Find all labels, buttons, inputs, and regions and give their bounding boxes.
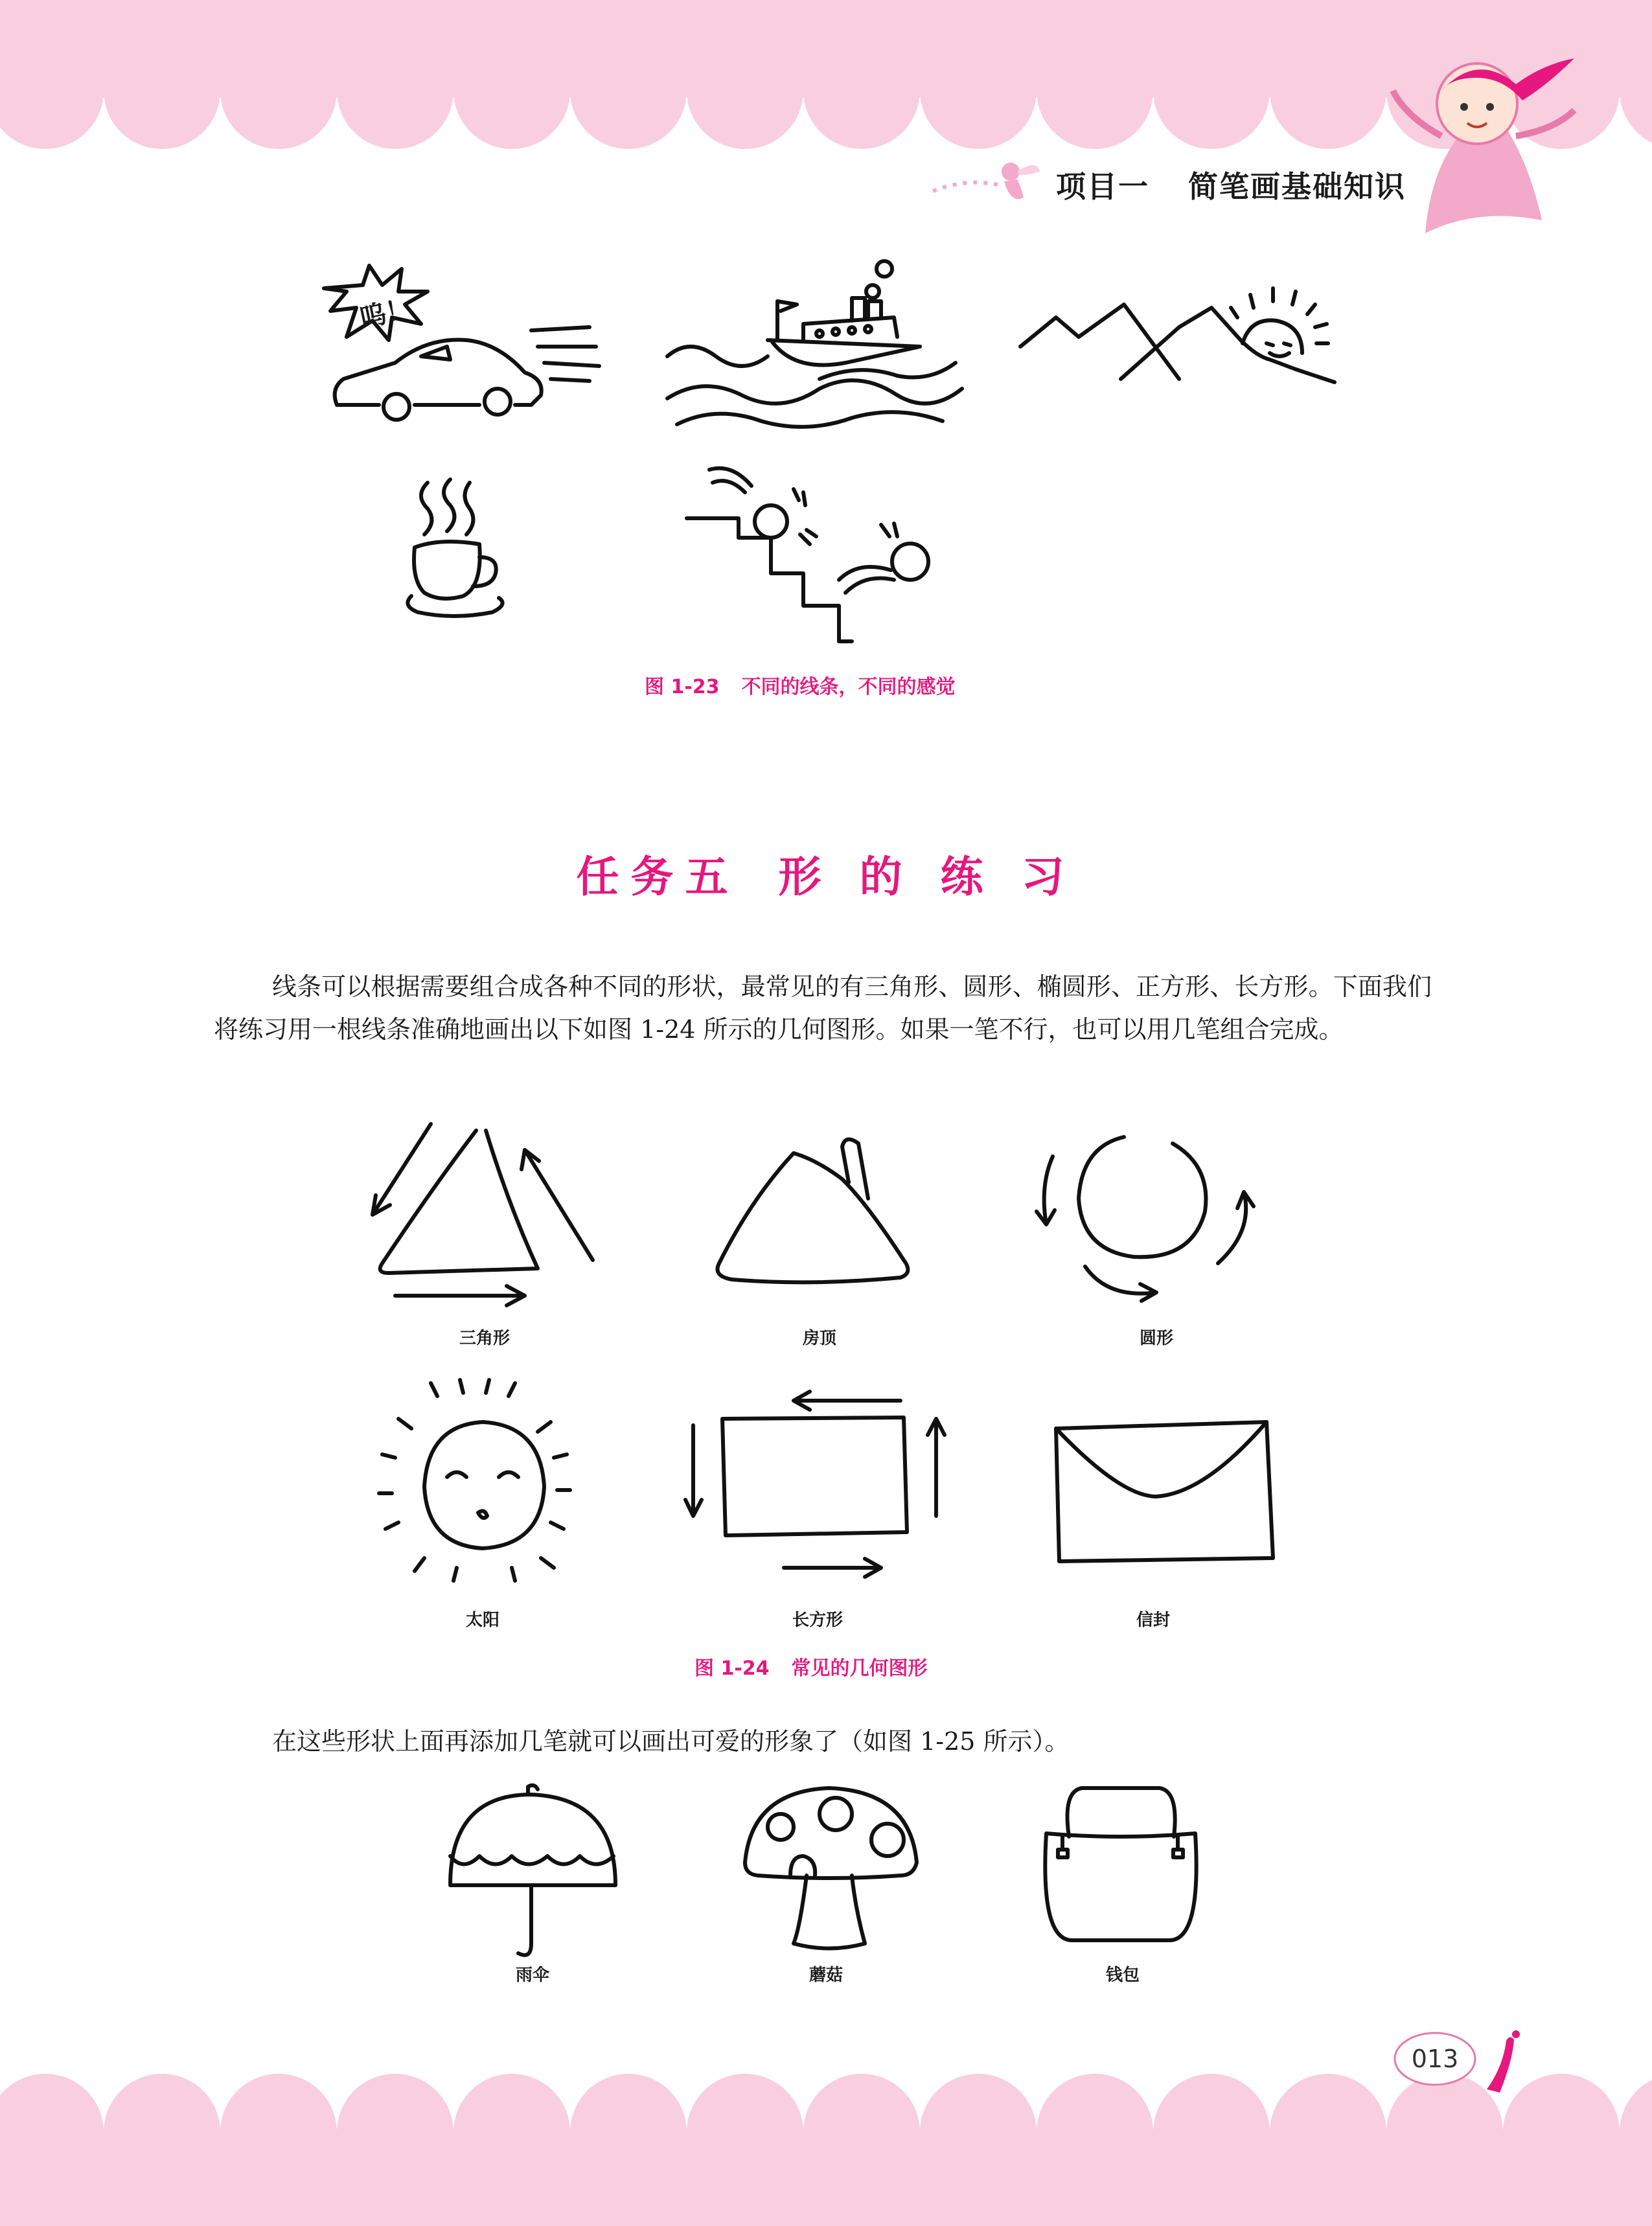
wallet-drawing — [1037, 1785, 1205, 1960]
ship-drawing — [664, 259, 969, 428]
stairs-balls-drawing — [683, 453, 956, 648]
coffee-cup-drawing — [402, 476, 512, 622]
header-title — [1056, 163, 1406, 206]
mountains-sun-drawing — [1017, 288, 1341, 392]
page-number: 013 — [1411, 2045, 1459, 2073]
figure-1-23-text: 不同的线条，不同的感觉 — [741, 676, 956, 698]
header-project: 项目一 — [1056, 169, 1149, 204]
paragraph-1: 线条可以根据需要组合成各种不同的形状，最常见的有三角形、圆形、椭圆形、正方形、长方形。下面我们将练习用一根线条准确地画出以下如图 1-24 所示的几何图形。如果一笔不行，也可以用几笔组合完成。 — [214, 972, 1432, 1044]
figure-1-24-caption — [694, 1652, 928, 1681]
label-circle: 圆形 — [1139, 1329, 1174, 1348]
label-roof: 房顶 — [802, 1329, 837, 1348]
umbrella-drawing — [444, 1782, 625, 1963]
label-rectangle: 长方形 — [792, 1611, 843, 1630]
figure-1-24-text: 常见的几何图形 — [791, 1657, 928, 1680]
figure-1-23-number: 图 1-23 — [645, 676, 720, 698]
small-fairy-icon — [926, 152, 1043, 211]
car-drawing — [317, 266, 602, 428]
mushroom-drawing — [739, 1778, 926, 1960]
label-envelope: 信封 — [1136, 1611, 1171, 1630]
rectangle-drawing — [680, 1386, 946, 1581]
paragraph-2: 在这些形状上面再添加几笔就可以画出可爱的形象了（如图 1-25 所示）。 — [272, 1727, 1070, 1756]
section-title — [0, 842, 1652, 904]
label-wallet: 钱包 — [1105, 1966, 1140, 1985]
label-triangle: 三角形 — [459, 1329, 511, 1348]
header-chapter-title: 简笔画基础知识 — [1188, 169, 1406, 204]
label-mushroom: 蘑菇 — [809, 1966, 843, 1985]
label-sun: 太阳 — [465, 1611, 500, 1630]
triangle-drawing — [363, 1121, 622, 1315]
section-number: 任务五 — [576, 852, 740, 902]
car-exclamation-text: 呜！ — [357, 293, 415, 334]
section-name: 形 的 练 习 — [778, 852, 1076, 902]
figure-1-23-caption — [645, 671, 956, 699]
label-umbrella: 雨伞 — [515, 1966, 550, 1985]
figure-1-24-number: 图 1-24 — [694, 1657, 770, 1680]
sun-face-drawing — [376, 1380, 590, 1594]
circle-drawing — [1030, 1127, 1302, 1302]
envelope-drawing — [1050, 1412, 1283, 1568]
fairy-girl-illustration — [1380, 39, 1594, 246]
roof-drawing — [713, 1134, 920, 1296]
